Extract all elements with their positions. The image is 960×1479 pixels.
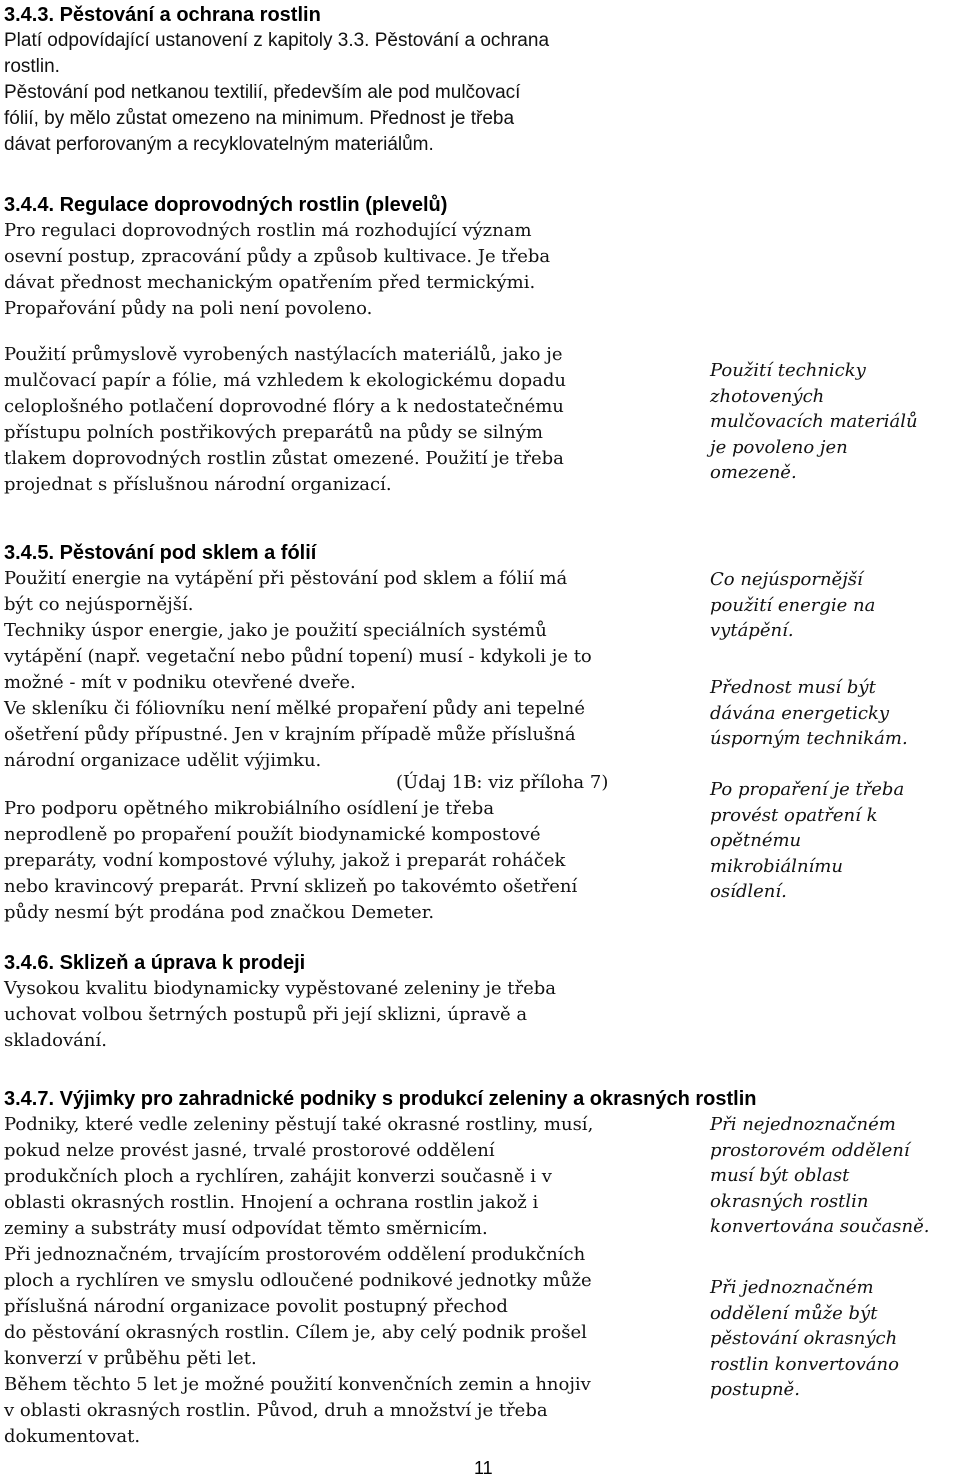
text-line: Během těchto 5 let je možné použití konvenčních zemin a hnojiv xyxy=(4,1374,591,1395)
note-line: prostorovém oddělení xyxy=(710,1139,910,1161)
note-line: konvertována současně. xyxy=(710,1216,930,1237)
text-line: národní organizace udělit výjimku. xyxy=(4,750,322,771)
text-line: (Údaj 1B: viz příloha 7) xyxy=(396,772,609,793)
text-line: celoplošného potlačení doprovodné flóry a k nedostatečnému xyxy=(4,396,564,417)
section-heading-3-4-7: 3.4.7. Výjimky pro zahradnické podniky s produkcí zeleniny a okrasných rostlin xyxy=(4,1088,757,1110)
text-line: Pro regulaci doprovodných rostlin má rozhodující význam xyxy=(4,220,532,241)
note-line: omezeně. xyxy=(710,462,797,483)
note-line: Co nejúspornější xyxy=(710,569,863,590)
text-line: zeminy a substráty musí odpovídat těmto směrnicím. xyxy=(4,1218,488,1239)
text-line: Techniky úspor energie, jako je použití speciálních systémů xyxy=(4,620,547,641)
page-number: 11 xyxy=(474,1458,493,1478)
paragraph xyxy=(4,28,549,80)
text-line: dávat přednost mechanickým opatřením před termickými. xyxy=(4,272,536,293)
reference-note xyxy=(396,770,608,796)
note-line: oddělení může být xyxy=(710,1302,878,1324)
margin-note xyxy=(710,1275,899,1403)
section-heading-3-4-3: 3.4.3. Pěstování a ochrana rostlin xyxy=(4,4,321,26)
margin-note xyxy=(710,777,904,905)
text-line: osevní postup, zpracování půdy a způsob kultivace. Je třeba xyxy=(4,246,551,267)
margin-note xyxy=(710,1112,929,1240)
note-line: Přednost musí být xyxy=(710,677,876,698)
note-line: musí být oblast xyxy=(710,1165,850,1186)
section-heading-3-4-4: 3.4.4. Regulace doprovodných rostlin (plevelů) xyxy=(4,194,448,216)
text-line: Použití průmyslově vyrobených nastýlacích materiálů, jako je xyxy=(4,344,563,365)
note-line: postupně. xyxy=(710,1379,800,1400)
paragraph xyxy=(4,342,566,498)
text-line: produkčních ploch a rychlíren, zahájit konverzi současně i v xyxy=(4,1166,552,1187)
text-line: mulčovací papír a fólie, má vzhledem k ekologickému dopadu xyxy=(4,370,567,391)
note-line: provést opatření k xyxy=(710,804,878,826)
text-line: oblasti okrasných rostlin. Hnojení a ochrana rostlin jakož i xyxy=(4,1192,539,1213)
note-line: úsporným technikám. xyxy=(710,728,908,749)
note-line: použití energie na xyxy=(710,594,876,616)
paragraph xyxy=(4,218,550,322)
note-line: vytápění. xyxy=(710,620,794,641)
text-line: nebo kravincový preparát. První sklizeň po takovémto ošetření xyxy=(4,876,578,897)
text-line: neprodleně po propaření použít biodynamické kompostové xyxy=(4,824,541,845)
text-line: v oblasti okrasných rostlin. Původ, druh a množství je třeba xyxy=(4,1400,548,1421)
section-heading-3-4-6: 3.4.6. Sklizeň a úprava k prodeji xyxy=(4,952,306,974)
note-line: je povoleno jen xyxy=(710,436,848,458)
note-line: Při nejednoznačném xyxy=(710,1114,896,1135)
paragraph xyxy=(4,80,520,158)
text-line: možné - mít v podniku otevřené dveře. xyxy=(4,672,356,693)
text-line: Při jednoznačném, trvajícím prostorovém oddělení produkčních xyxy=(4,1244,586,1265)
note-line: Po propaření je třeba xyxy=(710,779,905,800)
note-line: Při jednoznačném xyxy=(710,1277,874,1298)
note-line: pěstování okrasných xyxy=(710,1328,898,1349)
text-line: konverzí v průběhu pěti let. xyxy=(4,1348,257,1369)
text-line: tlakem doprovodných rostlin zůstat omezené. Použití je třeba xyxy=(4,448,564,469)
paragraph xyxy=(4,566,592,774)
note-line: mulčovacích materiálů xyxy=(710,411,918,432)
text-line: rostlin. xyxy=(4,56,60,77)
text-line: pokud nelze provést jasné, trvalé prostorové oddělení xyxy=(4,1140,495,1161)
margin-note xyxy=(710,675,908,752)
section-heading-3-4-5: 3.4.5. Pěstování pod sklem a fólií xyxy=(4,542,317,564)
text-line: uchovat volbou šetrných postupů při její sklizni, úpravě a xyxy=(4,1004,528,1025)
margin-note xyxy=(710,567,875,644)
text-line: preparáty, vodní kompostové výluhy, jakož i preparát roháček xyxy=(4,850,566,871)
text-line: fólií, by mělo zůstat omezeno na minimum. Přednost je třeba xyxy=(4,108,515,129)
text-line: Platí odpovídající ustanovení z kapitoly 3.3. Pěstování a ochrana xyxy=(4,30,550,51)
text-line: Pro podporu opětného mikrobiálního osídlení je třeba xyxy=(4,798,495,819)
text-line: skladování. xyxy=(4,1030,107,1051)
text-line: ploch a rychlíren ve smyslu odloučené podnikové jednotky může xyxy=(4,1270,592,1291)
note-line: rostlin konvertováno xyxy=(710,1353,899,1375)
paragraph xyxy=(4,1112,593,1450)
text-line: Propařování půdy na poli není povoleno. xyxy=(4,298,373,319)
text-line: přístupu polních postřikových preparátů na půdy se silným xyxy=(4,422,543,443)
text-line: Pěstování pod netkanou textilií, především ale pod mulčovací xyxy=(4,82,521,103)
note-line: osídlení. xyxy=(710,881,787,902)
note-line: okrasných rostlin xyxy=(710,1190,869,1212)
text-line: ošetření půdy přípustné. Jen v krajním případě může příslušná xyxy=(4,724,576,745)
text-line: Použití energie na vytápění při pěstování pod sklem a fólií má xyxy=(4,568,568,589)
margin-note xyxy=(710,358,918,486)
text-line: projednat s příslušnou národní organizací. xyxy=(4,474,392,495)
note-line: Použití technicky xyxy=(710,360,866,381)
note-line: mikrobiálnímu xyxy=(710,855,843,877)
text-line: dokumentovat. xyxy=(4,1426,141,1447)
note-line: zhotovených xyxy=(710,385,825,407)
text-line: vytápění (např. vegetační nebo půdní topení) musí - kdykoli je to xyxy=(4,646,592,667)
text-line: dávat perforovaným a recyklovatelným materiálům. xyxy=(4,134,434,155)
note-line: dávána energeticky xyxy=(710,702,890,724)
paragraph xyxy=(4,796,577,926)
paragraph xyxy=(4,976,556,1054)
text-line: Podniky, které vedle zeleniny pěstují také okrasné rostliny, musí, xyxy=(4,1114,594,1135)
note-line: opětnému xyxy=(710,830,802,851)
text-line: příslušná národní organizace povolit postupný přechod xyxy=(4,1296,508,1317)
text-line: Ve skleníku či fóliovníku není mělké propaření půdy ani tepelné xyxy=(4,698,586,719)
text-line: do pěstování okrasných rostlin. Cílem je, aby celý podnik prošel xyxy=(4,1322,587,1343)
text-line: být co nejúspornější. xyxy=(4,594,194,615)
text-line: Vysokou kvalitu biodynamicky vypěstované zeleniny je třeba xyxy=(4,978,557,999)
text-line: půdy nesmí být prodána pod značkou Demeter. xyxy=(4,902,435,923)
